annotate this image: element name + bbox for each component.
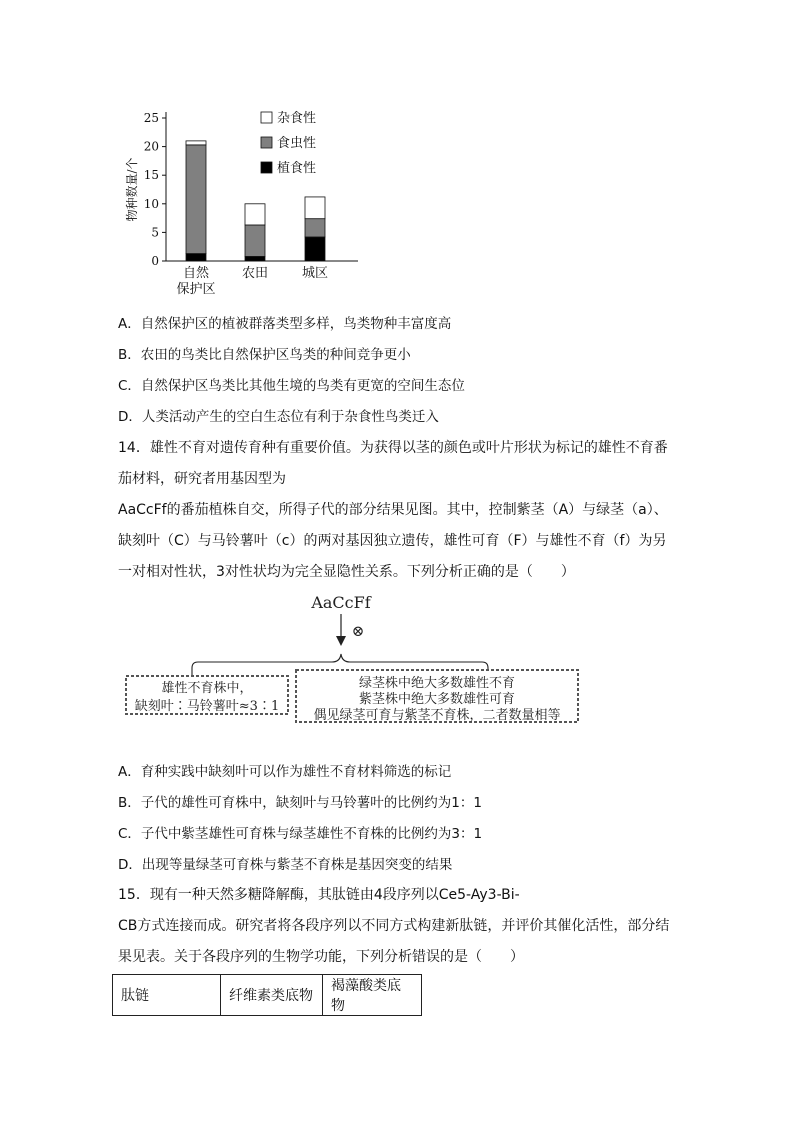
q15-stem-line-3: 果见表。关于各段序列的生物学功能，下列分析错误的是（ ） (118, 949, 524, 965)
y-tick-label: 25 (143, 111, 159, 125)
box1-line-1: 雄性不育株中， (161, 681, 253, 696)
q13-option-d: D．人类活动产生的空白生态位有利于杂食性鸟类迁入 (118, 409, 439, 425)
y-tick-label: 5 (151, 225, 159, 240)
bar-segment-杂食性 (245, 204, 265, 225)
box1-line-2: 缺刻叶∶马铃薯叶≈3∶1 (134, 699, 280, 714)
table-header-row (113, 975, 422, 1016)
y-axis-label: 物种数量/个 (125, 157, 139, 222)
table-header-peptide: 肽链 (113, 975, 221, 1016)
bar-segment-杂食性 (305, 197, 325, 219)
y-tick-label: 15 (143, 168, 159, 183)
cross-result-diagram (122, 590, 582, 730)
q14-option-a: A．育种实践中缺刻叶可以作为雄性不育材料筛选的标记 (118, 764, 452, 780)
table-header-cellulose: 纤维素类底物 (221, 975, 323, 1016)
q14-option-b: B．子代的雄性可育株中，缺刻叶与马铃薯叶的比例约为1：1 (118, 795, 482, 811)
q14-stem-line-5: 一对相对性状，3对性状均为完全显隐性关系。下列分析正确的是（ ） (118, 564, 575, 580)
legend-label: 食虫性 (277, 136, 317, 151)
q14-stem-line-4: 缺刻叶（C）与马铃薯叶（c）的两对基因独立遗传，雄性可育（F）与雄性不育（f）为另 (118, 533, 667, 549)
species-stacked-bar-chart (120, 100, 380, 300)
q15-stem-line-2: CB方式连接而成。研究者将各段序列以不同方式构建新肽链，并评价其催化活性，部分结 (118, 918, 670, 934)
y-tick-label: 0 (151, 254, 159, 268)
parent-genotype: AaCcFf (311, 593, 371, 612)
peptide-activity-table (112, 974, 422, 1016)
table-header-alginate: 褐藻酸类底物 (323, 975, 422, 1016)
x-tick-label: 城区 (301, 266, 329, 281)
y-tick-label: 10 (143, 196, 159, 211)
q14-option-d: D．出现等量绿茎可育株与紫茎不育株是基因突变的结果 (118, 857, 453, 873)
legend-swatch (261, 137, 272, 148)
bar-segment-杂食性 (186, 141, 206, 145)
box2-line-1: 绿茎株中绝大多数雄性不育 (358, 676, 516, 691)
q14-stem-line-2: 茄材料，研究者用基因型为 (118, 471, 286, 487)
q14-stem-line-1: 14．雄性不育对遗传育种有重要价值。为获得以茎的颜色或叶片形状为标记的雄性不育番 (118, 440, 668, 456)
legend-swatch (261, 162, 272, 173)
selfing-arrow-head (336, 636, 346, 646)
bar-segment-植食性 (186, 254, 206, 261)
legend-label: 杂食性 (277, 111, 317, 126)
bar-segment-食虫性 (186, 145, 206, 254)
x-tick-label: 保护区 (176, 282, 216, 297)
y-tick-label: 20 (143, 139, 159, 154)
x-tick-label: 农田 (241, 266, 269, 281)
q14-stem-line-3: AaCcFf的番茄植株自交，所得子代的部分结果见图。其中，控制紫茎（A）与绿茎（a）、 (118, 502, 668, 518)
legend-label: 植食性 (277, 161, 317, 176)
q13-option-a: A．自然保护区的植被群落类型多样，鸟类物种丰富度高 (118, 316, 452, 332)
q13-option-b: B．农田的鸟类比自然保护区鸟类的种间竞争更小 (118, 347, 411, 363)
x-tick-label: 自然 (182, 266, 210, 281)
box2-line-3: 偶见绿茎可育与紫茎不育株，二者数量相等 (313, 708, 561, 723)
q15-stem-line-1: 15．现有一种天然多糖降解酶，其肽链由4段序列以Ce5-Ay3-Bi- (118, 887, 520, 903)
bar-segment-食虫性 (305, 219, 325, 237)
q13-option-c: C．自然保护区鸟类比其他生境的鸟类有更宽的空间生态位 (118, 378, 465, 394)
bar-segment-植食性 (245, 256, 265, 261)
box2-line-2: 紫茎株中绝大多数雄性可育 (358, 692, 516, 707)
selfing-symbol: ⊗ (351, 622, 365, 640)
legend-swatch (261, 112, 272, 123)
q14-option-c: C．子代中紫茎雄性可育株与绿茎雄性不育株的比例约为3：1 (118, 826, 483, 842)
bar-segment-食虫性 (245, 225, 265, 256)
bar-segment-植食性 (305, 237, 325, 261)
